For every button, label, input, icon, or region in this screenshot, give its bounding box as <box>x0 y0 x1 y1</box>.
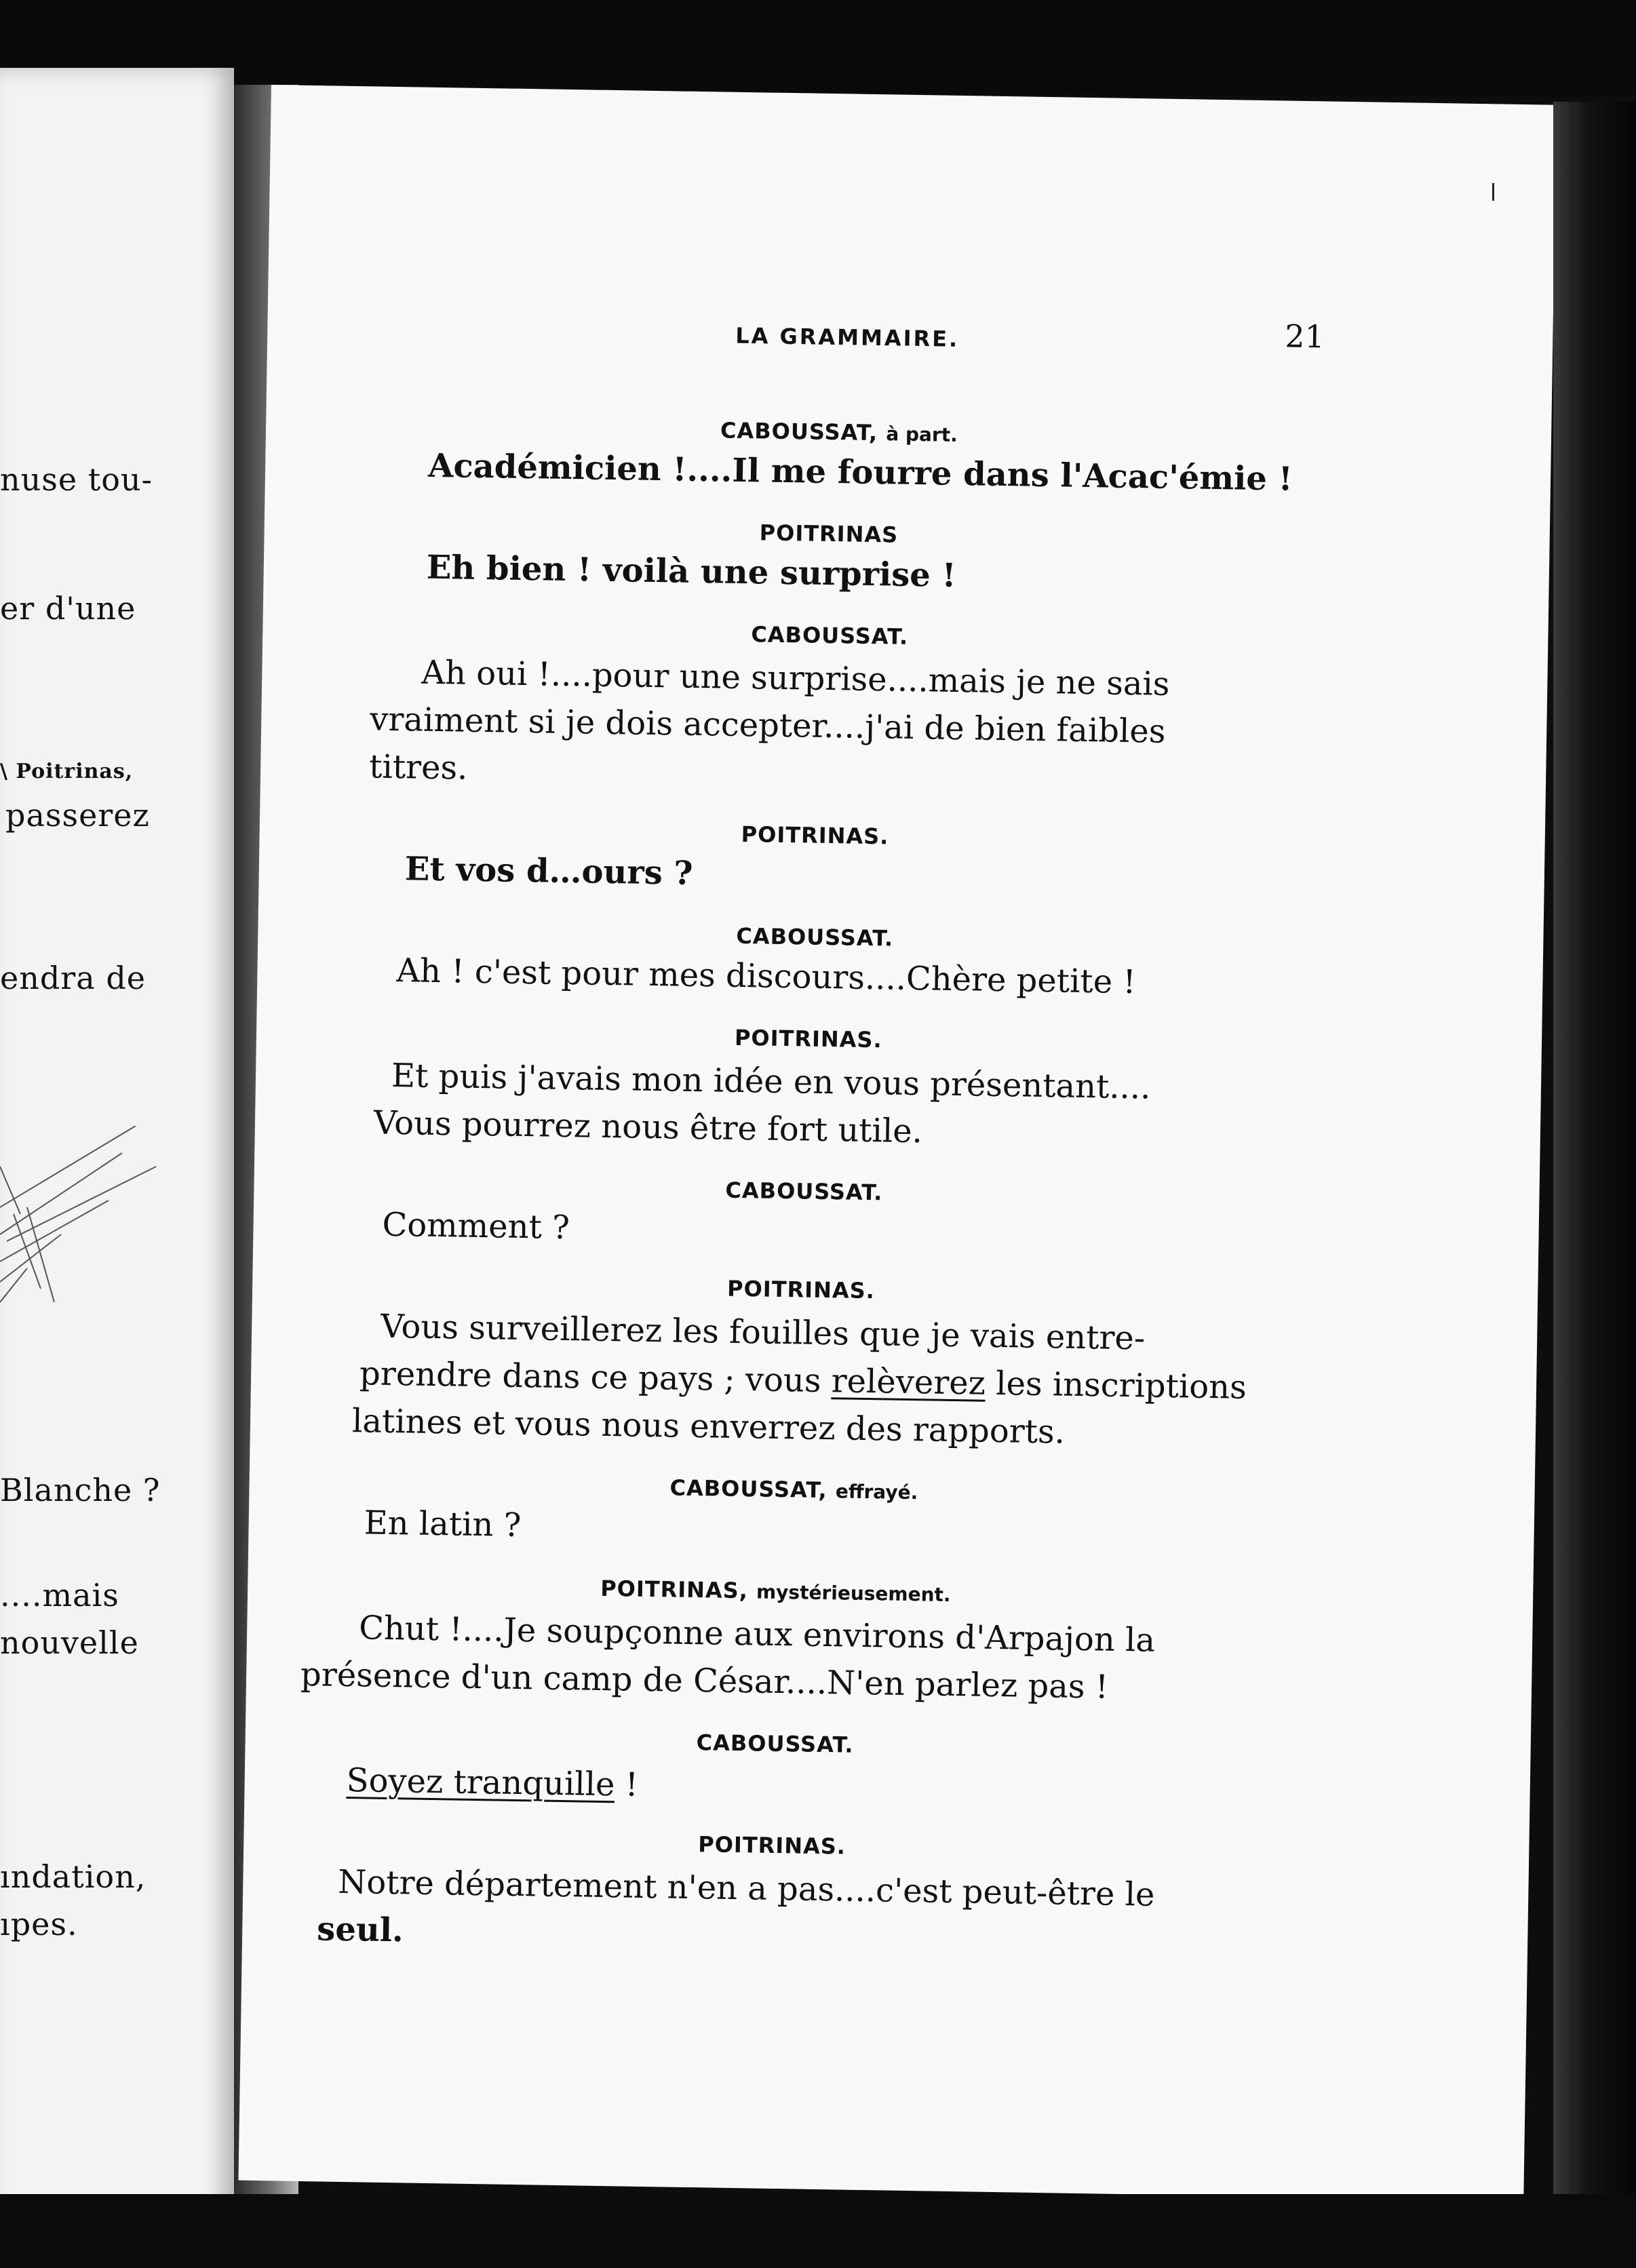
underlined-word: relèverez <box>831 1362 986 1403</box>
dialogue-line: Et vos d…ours ? <box>404 850 693 893</box>
dialogue-line: titres. <box>368 747 468 787</box>
speaker-name: CABOUSSAT, <box>669 1474 828 1504</box>
speaker-caboussat <box>720 417 958 446</box>
dialogue-line: Vous surveillerez les fouilles que je vais entre- <box>380 1307 1146 1358</box>
page-edge-stack <box>1553 102 1636 2268</box>
dialogue-line: Ah oui !....pour une surprise....mais je ne sais <box>421 653 1170 703</box>
stage-direction: effrayé. <box>835 1480 918 1504</box>
speaker-name: CABOUSSAT, <box>720 417 878 446</box>
speaker-name: POITRINAS, <box>600 1575 749 1604</box>
speaker-poitrinas: POITRINAS. <box>726 1275 876 1304</box>
dialogue-line: latines et vous nous enverrez des rapports. <box>351 1402 1066 1451</box>
left-fragment-6: Blanche ? <box>0 1472 161 1508</box>
dialogue-line: présence d'un camp de César....N'en parlez pas ! <box>300 1655 1109 1706</box>
left-fragment-2: er d'une <box>0 590 136 627</box>
scan-border-bottom <box>0 2194 1636 2268</box>
dialogue-line: Comment ? <box>382 1205 570 1247</box>
left-fragment-7: ....mais <box>0 1577 119 1614</box>
dialogue-line: En latin ? <box>364 1504 522 1545</box>
left-fragment-4: passerez <box>5 797 150 834</box>
running-head: LA GRAMMAIRE. <box>735 322 960 352</box>
dialogue-line: seul. <box>316 1910 404 1950</box>
dialogue-line: Eh bien ! voilà une surprise ! <box>426 548 956 595</box>
left-fragment-9: ındation, <box>0 1858 147 1895</box>
dialogue-line: vraiment si je dois accepter....j'ai de bien faibles <box>369 700 1166 751</box>
left-fragment-10: ıpes. <box>0 1906 78 1942</box>
left-fragment-8: nouvelle <box>0 1624 139 1661</box>
dialogue-line: prendre dans ce pays ; vous relèverez les inscriptions <box>359 1354 1247 1407</box>
speaker-poitrinas: POITRINAS <box>759 520 899 548</box>
page-number: 21 <box>1284 317 1325 355</box>
speaker-poitrinas: POITRINAS. <box>734 1024 882 1053</box>
dialogue-line: Académicien !....Il me fourre dans l'Acac'émie ! <box>427 446 1293 498</box>
underlined-phrase: Soyez tranquille <box>346 1761 615 1804</box>
speaker-poitrinas: POITRINAS. <box>741 821 889 850</box>
pencil-sketch-icon <box>0 1126 163 1370</box>
speaker-poitrinas: POITRINAS. <box>698 1831 846 1860</box>
speaker-caboussat: CABOUSSAT. <box>736 922 894 952</box>
dialogue-line: Soyez tranquille ! <box>346 1761 639 1804</box>
speaker-poitrinas <box>600 1576 951 1607</box>
speaker-caboussat: CABOUSSAT. <box>751 621 909 650</box>
speaker-caboussat <box>669 1474 918 1504</box>
stage-direction: à part. <box>886 423 958 446</box>
scan-border-top <box>0 0 1636 95</box>
left-fragment-5: endra de <box>0 960 146 996</box>
speaker-caboussat: CABOUSSAT. <box>696 1729 854 1758</box>
dialogue-line: Ah ! c'est pour mes discours....Chère petite ! <box>396 952 1137 1002</box>
left-fragment-3: \ Poitrinas, <box>0 760 134 783</box>
dialogue-line: Notre département n'en a pas....c'est peut-être le <box>337 1862 1155 1914</box>
dialogue-line: Vous pourrez nous être fort utile. <box>373 1103 923 1151</box>
scan-speck <box>1492 183 1494 201</box>
speaker-caboussat: CABOUSSAT. <box>725 1177 883 1206</box>
dialogue-line: Chut !....Je soupçonne aux environs d'Arpajon la <box>358 1609 1156 1660</box>
stage-direction: mystérieusement. <box>756 1580 951 1607</box>
left-fragment-1: nuse tou- <box>0 461 153 498</box>
dialogue-line: Et puis j'avais mon idée en vous présentant.... <box>391 1056 1151 1107</box>
right-page <box>238 85 1556 2200</box>
